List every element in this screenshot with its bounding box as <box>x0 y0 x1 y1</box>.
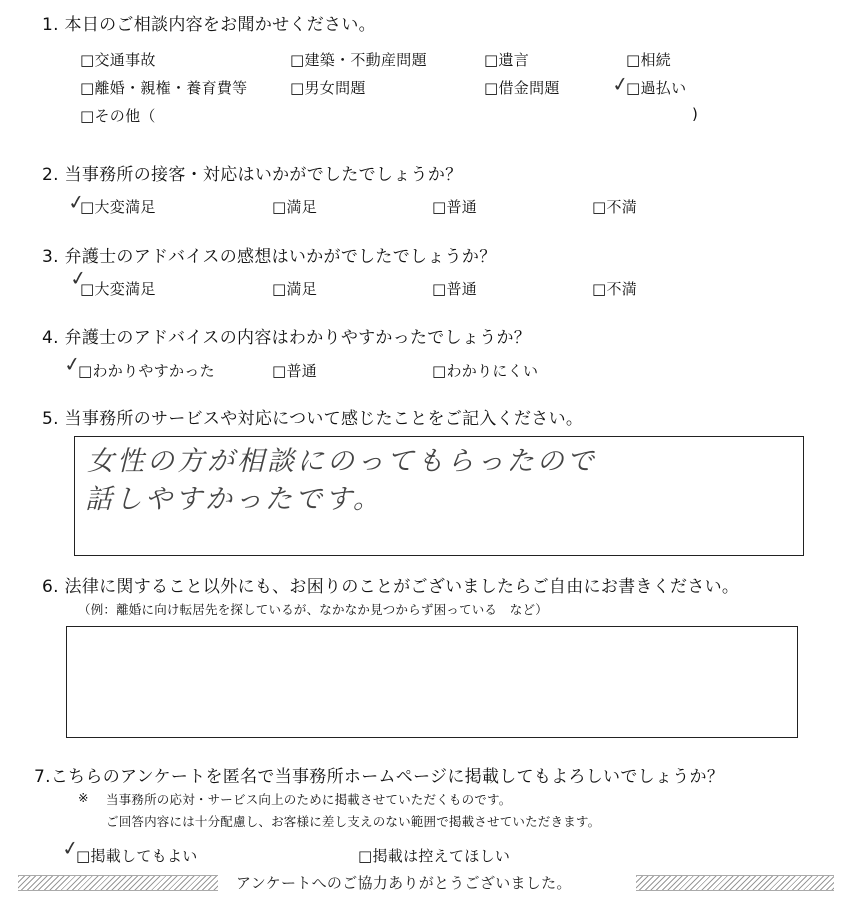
q4-title: 4. 弁護士のアドバイスの内容はわかりやすかったでしょうか？ <box>42 328 532 348</box>
option-other-close: ) <box>692 105 699 123</box>
footer-hatch-right <box>636 875 834 891</box>
check-mark-overpayment: ✓ <box>610 70 631 98</box>
footer-thanks: アンケートへのご協力ありがとうございました。 <box>236 874 572 892</box>
q2-option-satisfied[interactable]: □満足 <box>272 198 318 216</box>
option-other[interactable]: □その他（ <box>80 107 156 125</box>
option-inheritance[interactable]: □相続 <box>626 51 672 69</box>
q2-option-normal[interactable]: □普通 <box>432 198 478 216</box>
q6-title: 6. 法律に関すること以外にも、お困りのことがございましたらご自由にお書きください。 <box>42 577 740 597</box>
q2-option-dissatisfied[interactable]: □不満 <box>592 198 638 216</box>
q7-option-decline[interactable]: □掲載は控えてほしい <box>358 847 511 865</box>
option-debt[interactable]: □借金問題 <box>484 79 560 97</box>
q7-note-line2: ご回答内容には十分配慮し、お客様に差し支えのない範囲で掲載させていただきます。 <box>106 814 601 829</box>
q6-example: （例：離婚に向け転居先を探しているが、なかなか見つからず困っている など） <box>78 602 548 617</box>
option-overpayment[interactable]: □過払い <box>626 79 687 97</box>
q3-option-normal[interactable]: □普通 <box>432 280 478 298</box>
q7-option-allow[interactable]: □掲載してもよい <box>76 847 198 865</box>
q5-handwritten-line2: 話しやすかったです。 <box>85 484 383 515</box>
option-traffic-accident[interactable]: □交通事故 <box>80 51 156 69</box>
q5-title: 5. 当事務所のサービスや対応について感じたことをご記入ください。 <box>42 409 584 429</box>
q3-option-dissatisfied[interactable]: □不満 <box>592 280 638 298</box>
check-mark-q3: ✓ <box>68 264 89 292</box>
option-will[interactable]: □遺言 <box>484 51 530 69</box>
check-mark-q2: ✓ <box>66 188 87 216</box>
q7-note-mark: ※ <box>78 790 89 805</box>
q3-option-very-satisfied[interactable]: □大変満足 <box>80 280 156 298</box>
q3-title: 3. 弁護士のアドバイスの感想はいかがでしたでしょうか？ <box>42 247 497 267</box>
q4-option-easy[interactable]: □わかりやすかった <box>78 362 215 380</box>
option-construction-realestate[interactable]: □建築・不動産問題 <box>290 51 427 69</box>
footer-hatch-left <box>18 875 218 891</box>
q2-option-very-satisfied[interactable]: □大変満足 <box>80 198 156 216</box>
q5-handwritten-line1: 女性の方が相談にのってもらったので <box>87 446 597 477</box>
q2-title: 2. 当事務所の接客・対応はいかがでしたでしょうか？ <box>42 165 463 185</box>
q1-title: 1. 本日のご相談内容をお聞かせください。 <box>42 15 376 35</box>
q7-note-line1: 当事務所の応対・サービス向上のために掲載させていただくものです。 <box>106 792 512 807</box>
q6-answer-box[interactable] <box>66 626 798 738</box>
option-divorce-custody[interactable]: □離婚・親権・養育費等 <box>80 79 248 97</box>
q7-title: 7.こちらのアンケートを匿名で当事務所ホームページに掲載してもよろしいでしょうか？ <box>34 767 725 787</box>
check-mark-q7: ✓ <box>60 834 81 862</box>
q5-answer-box[interactable] <box>74 436 804 556</box>
q4-option-hard[interactable]: □わかりにくい <box>432 362 539 380</box>
q4-option-normal[interactable]: □普通 <box>272 362 318 380</box>
option-relationship[interactable]: □男女問題 <box>290 79 366 97</box>
q3-option-satisfied[interactable]: □満足 <box>272 280 318 298</box>
check-mark-q4: ✓ <box>62 350 83 378</box>
